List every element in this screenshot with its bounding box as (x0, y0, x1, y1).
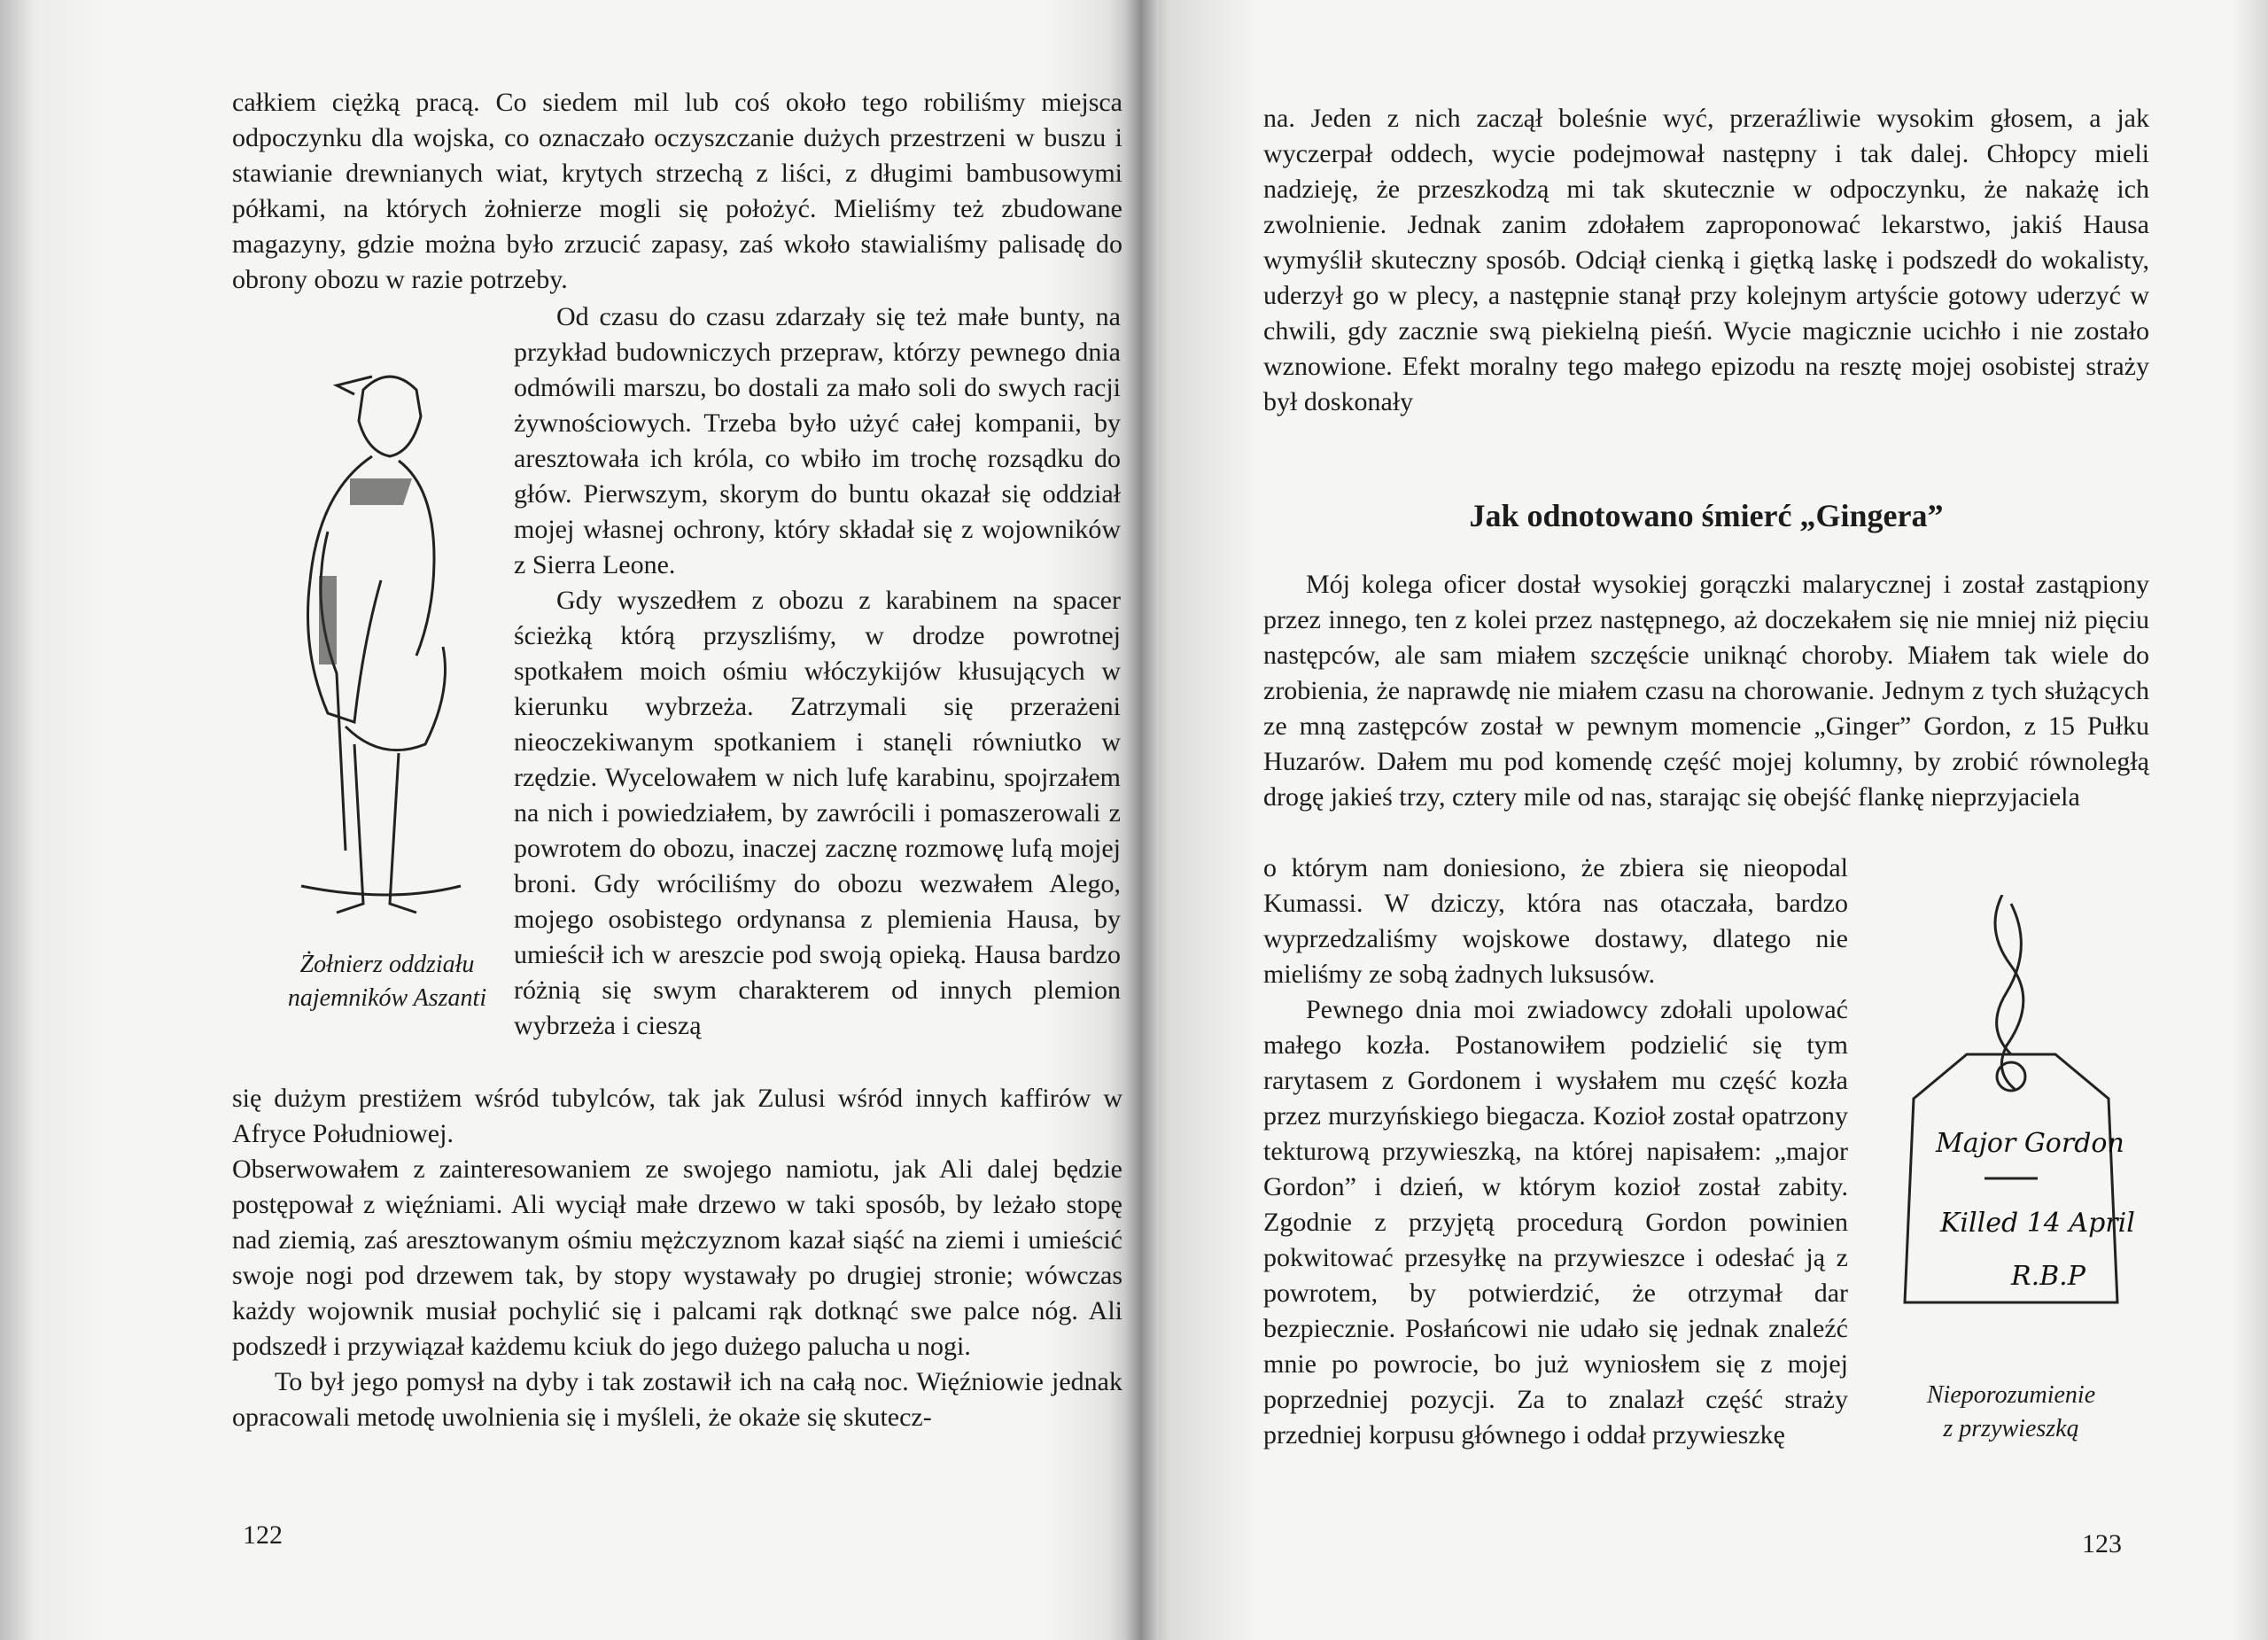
paragraph: To był jego pomysł na dyby i tak zostawił ich na całą noc. Więźniowie jednak opracowali metodę uwolnienia się i myśleli, że okaże się skutecz- (232, 1367, 1122, 1432)
section-title: Jak odnotowano śmierć „Gingera” (1469, 498, 1944, 533)
paragraph: na. Jeden z nich zaczął boleśnie wyć, przeraźliwie wysokim głosem, a jak wyczerpał oddech, wycie podejmował następny i tak dalej. Chłopcy mieli nadzieję, że przeszkodzą mi tak skutecznie w odpoczynku, że nakażę ich zwolnienie. Jednak zanim zdołałem zaproponować lekarstwo, jakiś Hausa wymyślił skuteczny sposób. Odciął cienką i giętką laskę i podszedł do wokalisty, uderzył go w plecy, a następnie stanął przy kolejnym artyście gotowy uderzyć w chwili, gdy zacznie swą piekielną pieśń. Wycie magicznie ucichło i nie zostało wznowione. Efekt moralny tego małego epizodu na resztę mojej osobistej straży był doskonały (1263, 104, 2149, 416)
right-column-text (1263, 851, 1848, 1453)
soldier-illustration (266, 354, 496, 939)
paragraph: Od czasu do czasu zdarzały się też małe bunty, na przykład budowniczych przepraw, którzy pewnego dnia odmówili marszu, bo dostali za mało soli do swych racji żywnościowych. Trzeba było użyć całej kompanii, by aresztowała ich króla, co wbiło im trochę rozsądku do głów. Pierwszym, skorym do buntu okazał się oddział mojej własnej ochrony, który składał się z wojowników z Sierra Leone. (514, 302, 1121, 579)
left-bottom-text (232, 1081, 1122, 1435)
right-top-text (1263, 101, 2149, 420)
caption-line: Żołnierz oddziału (299, 951, 475, 978)
paragraph: Gdy wyszedłem z obozu z karabinem na spacer ścieżką którą przyszliśmy, w drodze powrotnej spotkałem moich ośmiu włóczykijów kłusujących w kierunku wybrzeża. Zatrzymali się przerażeni nieoczekiwanym spotkaniem i stanęli równiutko w rzędzie. Wycelowałem w nich lufę karabinu, spojrzałem na nich i powiedziałem, by zawrócili i pomaszerowali z powrotem do obozu, inaczej zacznę rozmowę lufą mojej broni. Gdy wróciliśmy do obozu wezwałem Alego, mojego osobistego ordynansa z plemienia Hausa, by umieścił ich w areszcie pod swoją opieką. Hausa bardzo różnią się swym charakterem od innych plemion wybrzeża i cieszą (514, 586, 1121, 1040)
page-number-left: 122 (243, 1520, 283, 1550)
left-main-text (232, 85, 1122, 298)
tag-caption (1878, 1379, 2144, 1446)
caption-line: z przywieszką (1943, 1415, 2079, 1442)
caption-line: najemników Aszanti (287, 984, 487, 1012)
tag-line: R.B.P (2011, 1261, 2085, 1292)
paragraph: całkiem ciężką pracą. Co siedem mil lub coś około tego robiliśmy miejsca odpoczynku dla wojska, co oznaczało oczyszczanie dużych przestrzeni w buszu i stawianie drewnianych wiat, krytych strzechą z liści, z długimi bambusowymi półkami, na których żołnierze mogli się położyć. Mieliśmy też zbudowane magazyny, gdzie można było zrzucić zapasy, zaś wkoło stawialiśmy palisadę do obrony obozu w razie potrzeby. (232, 88, 1122, 294)
paragraph: Obserwowałem z zainteresowaniem ze swojego namiotu, jak Ali dalej będzie postępował z więźniami. Ali wyciął małe drzewo w taki sposób, by leżało stopę nad ziemią, zaś aresztowanym ośmiu mężczyznom kazał siąść na ziemi i umieścić swoje nogi pod drzewem tak, by stopy wystawały po drugiej stronie; wówczas każdy wojownik musiał pochylić się i palcami rąk dotknąć swe palce nóg. Ali podszedł i przywiązał każdemu kciuk do jego dużego palucha u nogi. (232, 1154, 1122, 1361)
soldier-caption (259, 948, 516, 1015)
book-gutter (1123, 0, 1159, 1640)
left-column-text (514, 299, 1121, 1044)
page-number-right: 123 (2082, 1529, 2122, 1558)
paragraph: się dużym prestiżem wśród tubylców, tak jak Zulusi wśród innych kaffirów w Afryce Południowej. (232, 1084, 1122, 1148)
paragraph: o którym nam doniesiono, że zbiera się nieopodal Kumassi. W dziczy, która nas otaczała, bardzo wyprzedzaliśmy wojskowe dostawy, dlatego nie mieliśmy ze sobą żadnych luksusów. (1263, 853, 1848, 989)
right-body-text (1263, 567, 2149, 815)
caption-line: Nieporozumienie (1926, 1381, 2096, 1409)
tag-line: Major Gordon (1936, 1128, 2124, 1159)
tag-line: Killed 14 April (1940, 1208, 2135, 1239)
paragraph: Mój kolega oficer dostał wysokiej gorączki malarycznej i został zastąpiony przez innego, ten z kolei przez następnego, aż doczekałem się nie mniej niż pięciu następców, ale sam miałem szczęście uniknąć choroby. Miałem tak wiele do zrobienia, że naprawdę nie miałem czasu na chorowanie. Jednym z tych służących ze mną zastępców został w pewnym momencie „Ginger” Gordon, z 15 Pułku Huzarów. Dałem mu pod komendę część mojej kolumny, by zrobić równoległą drogę jakieś trzy, cztery mile od nas, starając się obejść flankę nieprzyjaciela (1263, 570, 2149, 812)
luggage-tag-illustration (1878, 895, 2144, 1338)
paragraph: Pewnego dnia moi zwiadowcy zdołali upolować małego kozła. Postanowiłem podzielić się tym rarytasem z Gordonem i wysłałem mu część kozła przez murzyńskiego biegacza. Kozioł został opatrzony tekturową przywieszką, na której napisałem: „major Gordon” i dzień, w którym kozioł został zabity. Zgodnie z przyjętą procedurą Gordon powinien pokwitować przesyłkę na przywieszce i odesłać ją z powrotem, by potwierdzić, że otrzymał dar bezpiecznie. Posłańcowi nie udało się jednak znaleźć mnie po powrocie, bo już wyniosłem się z mojej poprzedniej pozycji. Za to znalazł część straży przedniej korpusu głównego i oddał przywieszkę (1263, 995, 1848, 1450)
